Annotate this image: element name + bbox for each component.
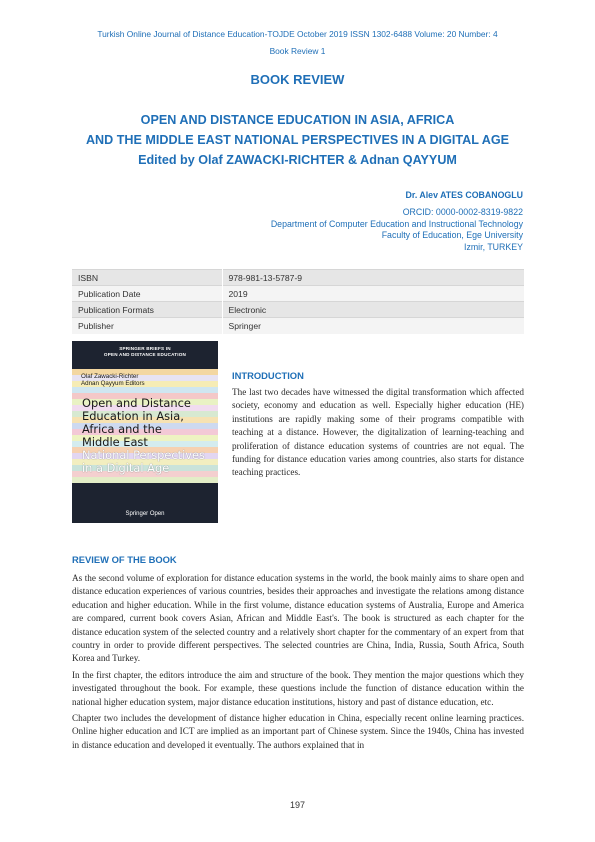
info-value: 978-981-13-5787-9 <box>222 270 524 286</box>
info-value: 2019 <box>222 286 524 302</box>
info-key: Publication Date <box>72 286 222 302</box>
page-number: 197 <box>289 800 306 810</box>
cover-title-line-5: National Perspectives <box>82 448 205 462</box>
book-title-line-2: AND THE MIDDLE EAST NATIONAL PERSPECTIVES IN A DIGITAL AGE <box>85 133 510 147</box>
reviewer-block <box>271 190 523 254</box>
reviewer-city: Izmir, TURKEY <box>464 242 523 253</box>
cover-editors-line-1: Olaf Zawacki-Richter <box>81 373 139 380</box>
table-row <box>72 270 524 286</box>
cover-editors <box>81 373 145 388</box>
book-editors: Edited by Olaf ZAWACKI-RICHTER & Adnan QAYYUM <box>138 153 457 167</box>
cover-series <box>72 346 218 358</box>
table-row <box>72 318 524 334</box>
review-label: Book Review 1 <box>269 46 326 56</box>
info-key: Publication Formats <box>72 302 222 318</box>
cover-title <box>82 397 205 475</box>
cover-stripe <box>72 477 218 483</box>
introduction-heading: INTRODUCTION <box>232 370 304 381</box>
info-key: ISBN <box>72 270 222 286</box>
book-info-table <box>72 269 524 334</box>
cover-title-line-3: Africa and the <box>82 422 162 436</box>
cover-series-line-1: SPRINGER BRIEFS IN <box>119 346 171 351</box>
reviewer-department: Department of Computer Education and Instructional Technology <box>270 218 523 229</box>
springer-open-logo: Springer Open <box>125 511 165 517</box>
review-paragraph: In the first chapter, the editors introduce the aim and structure of the book. They mention the major questions which they investigated throughout the book. For example, these questions include the function of distance education within the national higher education system, major distance education institutions, history and past of distance education, etc. <box>72 669 524 707</box>
running-header <box>0 26 595 60</box>
cover-title-line-1: Open and Distance <box>82 396 191 410</box>
reviewer-name: Dr. Alev ATES COBANOGLU <box>405 190 523 200</box>
cover-title-line-4: Middle East <box>82 435 148 449</box>
review-paragraph: Chapter two includes the development of distance higher education in China, especially recent online learning practices. Online higher education and ICT are implied as an important part of Chinese system. Since the 1940s, China has invested in distance education and developed it eventually. The authors explained that in <box>72 713 524 750</box>
table-row <box>72 302 524 318</box>
table-row <box>72 286 524 302</box>
info-value: Springer <box>222 318 524 334</box>
cover-title-line-6: in a Digital Age <box>82 461 170 475</box>
review-paragraph: As the second volume of exploration for distance education systems in the world, the book mainly aims to share open and distance education experiences of various countries, besides their approaches and investigate the relations among distance education and higher education. While in the first volume, distance education systems of Australia, Europe and America are compared, current book covers Asian, African and Middle East's. The book is structured as each chapter for the distance education system of the selected country and a relatively short chapter for the commentary of an expert from that country in order to provide different perspectives. The selected countries are China, India, Russia, South Africa, South Korea and Turkey. <box>72 573 524 664</box>
section-title: BOOK REVIEW <box>250 72 345 87</box>
info-value: Electronic <box>222 302 524 318</box>
introduction-text: The last two decades have witnessed the digital transformation which affected society, economy and education as well. Especially higher education (HE) institutions are rapidly making some of their programs compatible with teaching at a distance. However, the digitalization of learning-teaching and proliferation of distance education systems of countries are not equal. The funding for distance education varies among countries, also starts for distance teaching practices. <box>232 387 524 478</box>
reviewer-orcid: ORCID: 0000-0002-8319-9822 <box>402 206 523 217</box>
cover-editors-line-2: Adnan Qayyum Editors <box>81 380 145 388</box>
info-key: Publisher <box>72 318 222 334</box>
cover-title-line-2: Education in Asia, <box>82 409 184 423</box>
book-cover-image <box>72 341 218 523</box>
journal-line: Turkish Online Journal of Distance Education-TOJDE October 2019 ISSN 1302-6488 Volume: 20 Number: 4 <box>97 29 498 39</box>
review-body <box>72 572 524 755</box>
cover-series-line-2: OPEN AND DISTANCE EDUCATION <box>103 352 187 357</box>
reviewer-faculty: Faculty of Education, Ege University <box>381 230 523 241</box>
book-title-line-1: OPEN AND DISTANCE EDUCATION IN ASIA, AFRICA <box>140 113 455 127</box>
review-heading: REVIEW OF THE BOOK <box>72 554 177 565</box>
book-title-block <box>0 110 595 170</box>
